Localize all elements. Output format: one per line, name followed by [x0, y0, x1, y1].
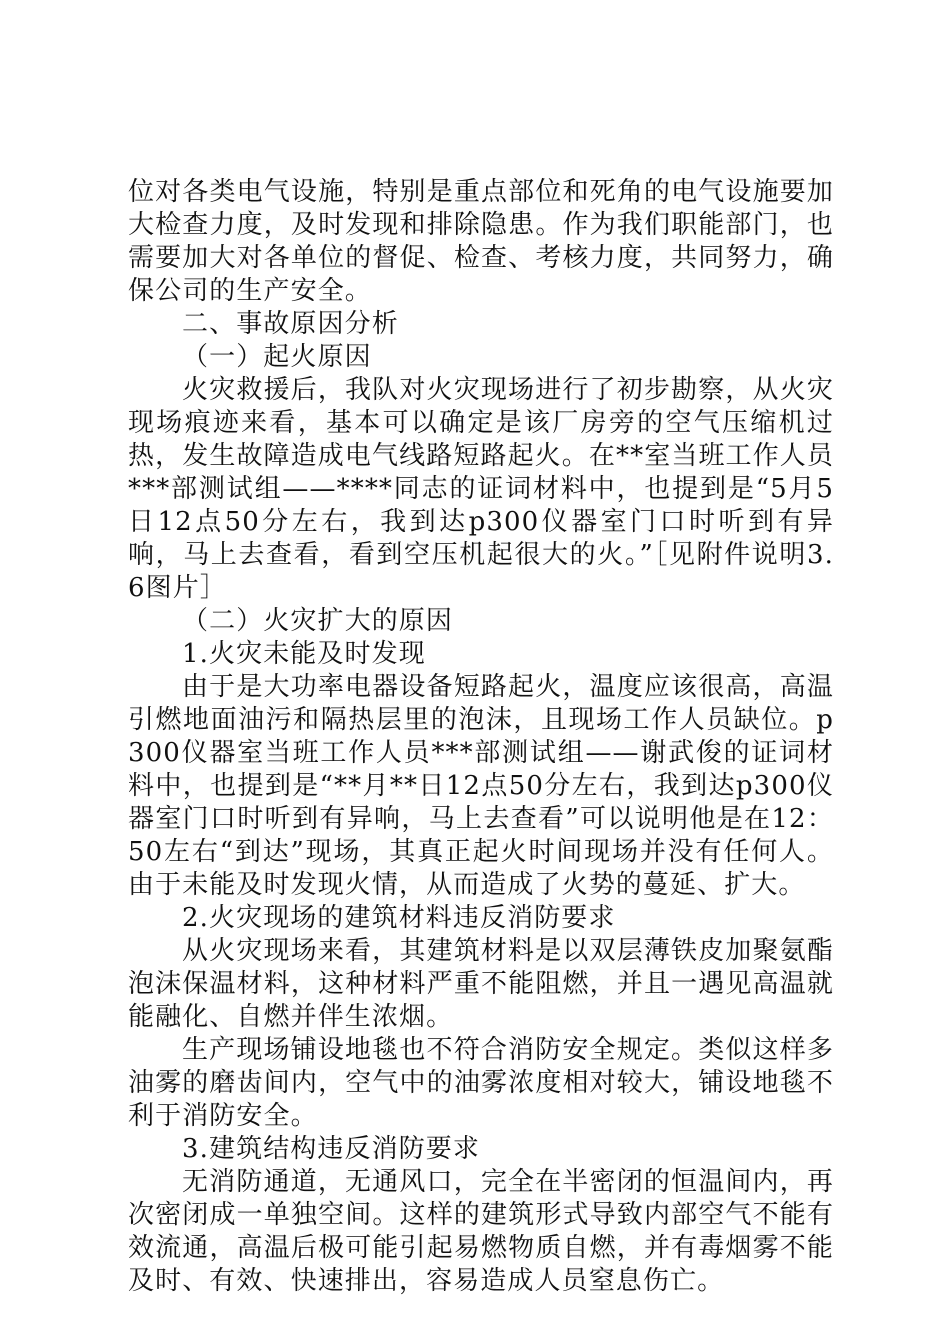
- subsection-heading-fire-origin: （一）起火原因: [182, 342, 372, 372]
- paragraph-fire-origin: 火灾救援后，我队对火灾现场进行了初步勘察，从火灾现场痕迹来看，基本可以确定是该厂房旁的空气压缩机过热，发生故障造成电气线路短路起火。在**室当班工作人员***部测试组——****同志的证词材料中，也提到是“5月5日12点50分左右，我到达p300仪器室门口时听到有异响，马上去查看，看到空压机起很大的火。”［见附件说明3.6图片］: [128, 375, 834, 603]
- paragraph-building-structure: 无消防通道，无通风口，完全在半密闭的恒温间内，再次密闭成一单独空间。这样的建筑形式导致内部空气不能有效流通，高温后极可能引起易燃物质自燃，并有毒烟雾不能及时、有效、快速排出，容易造成人员窒息伤亡。: [128, 1167, 834, 1296]
- item-heading-building-materials: 2.火灾现场的建筑材料违反消防要求: [182, 903, 616, 933]
- subsection-heading-fire-spread: （二）火灾扩大的原因: [182, 606, 454, 636]
- item-heading-building-structure: 3.建筑结构违反消防要求: [182, 1134, 481, 1164]
- section-heading-cause-analysis: 二、事故原因分析: [182, 309, 399, 339]
- paragraph-inspection: 位对各类电气设施，特别是重点部位和死角的电气设施要加大检查力度，及时发现和排除隐患。作为我们职能部门，也需要加大对各单位的督促、检查、考核力度，共同努力，确保公司的生产安全。: [128, 177, 834, 306]
- paragraph-carpet: 生产现场铺设地毯也不符合消防安全规定。类似这样多油雾的磨齿间内，空气中的油雾浓度相对较大，铺设地毯不利于消防安全。: [128, 1035, 834, 1131]
- item-heading-not-detected: 1.火灾未能及时发现: [182, 639, 426, 669]
- paragraph-building-materials: 从火灾现场来看，其建筑材料是以双层薄铁皮加聚氨酯泡沫保温材料，这种材料严重不能阻燃，并且一遇见高温就能融化、自燃并伴生浓烟。: [128, 936, 834, 1032]
- paragraph-not-detected: 由于是大功率电器设备短路起火，温度应该很高，高温引燃地面油污和隔热层里的泡沫，且现场工作人员缺位。p300仪器室当班工作人员***部测试组——谢武俊的证词材料中，也提到是“**月**日12点50分左右，我到达p300仪器室门口时听到有异响，马上去查看”可以说明他是在12：50左右“到达”现场，其真正起火时间现场并没有任何人。由于未能及时发现火情，从而造成了火势的蔓延、扩大。: [128, 672, 834, 900]
- document-body: [128, 176, 834, 1298]
